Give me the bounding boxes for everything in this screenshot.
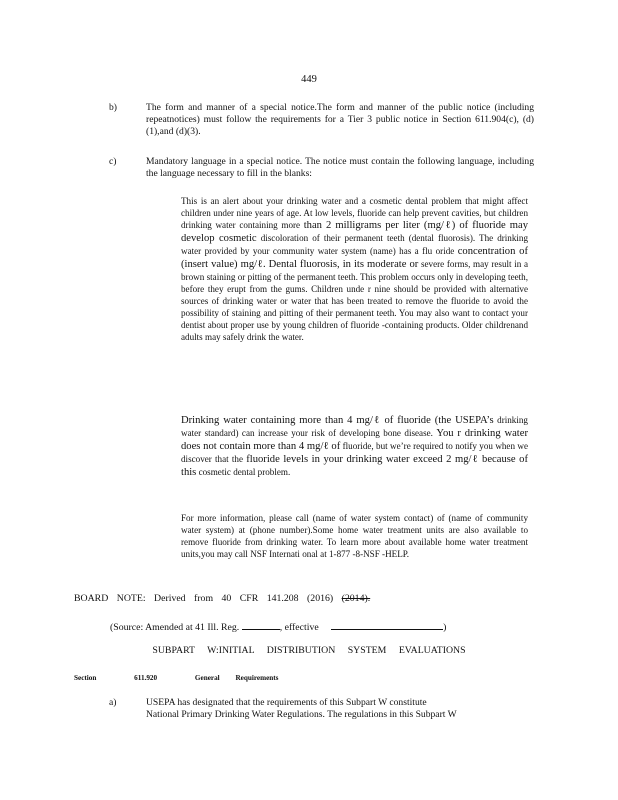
- page-number: 449: [301, 74, 317, 85]
- register-blank: [242, 620, 280, 630]
- notice-p2-big2: You r drinking water does not contain more than 4 mg/ℓ of: [181, 428, 528, 452]
- notice-paragraph-2: [181, 414, 528, 479]
- source-line: [110, 620, 446, 633]
- item-a-line-1: USEPA has designated that the requirements of this Subpart W constitute: [146, 697, 427, 708]
- item-a-line-2: National Primary Drinking Water Regulations. The regulations in this Subpart W: [146, 709, 457, 721]
- item-a-marker: a): [109, 697, 117, 708]
- notice-paragraph-1: [181, 195, 528, 343]
- source-suffix: ): [443, 622, 447, 633]
- notice-p2-part1: drinking water standard) can increase your risk of developing bone disease.: [181, 415, 528, 438]
- board-note-struck: (2014).: [341, 593, 371, 604]
- board-note-text: BOARD NOTE: Derived from 40 CFR 141.208 (2016): [74, 593, 334, 604]
- section-number: 611.920: [134, 674, 158, 682]
- notice-p2-big3: fluoride levels in your drinking water exceed 2 mg/ℓ because of this: [181, 454, 528, 478]
- notice-p1-part2: discoloration of their permanent teeth (dental fluorosis). The drinking water provided by your community water system (name) has a flu oride: [181, 233, 529, 256]
- notice-p1-big1: than 2 milligrams per liter (mg/ℓ) of fluoride may develop cosmetic: [181, 220, 529, 244]
- notice-p1-part3: severe forms, may result in a brown staining or pitting of the permanent teeth. This problem occurs only in developing teeth, before they erupt from the gums. Children unde r nine should be provided with alternative sources of drinking water or water that has been treated to remove the fluoride to avoid the possibility of staining and pitting of their permanent teeth. You may also want to contact your dentist about proper use by young children of fluoride -containing products. Older childrenand adults may safely drink the water.: [181, 259, 528, 342]
- item-c-marker: c): [109, 156, 117, 167]
- notice-p1-part1: This is an alert about your drinking water and a cosmetic dental problem that might affect children under nine years of age. At low levels, fluoride can help prevent cavities, but children drinking water containing more: [181, 196, 528, 230]
- section-title: General Requirements: [194, 674, 279, 682]
- section-heading: [74, 674, 300, 682]
- item-c-text: Mandatory language in a special notice. The notice must contain the following language, including the language necessary to fill in the blanks:: [146, 156, 534, 180]
- notice-p2-part2: fluoride, but we’re required to notify you when we discover that the: [181, 441, 528, 464]
- subpart-heading: SUBPART W:INITIAL DISTRIBUTION SYSTEM EVALUATIONS: [152, 645, 466, 656]
- item-b-marker: b): [109, 102, 117, 113]
- section-label: Section: [74, 674, 97, 682]
- notice-p1-big2: concentration of (insert value) mg/ℓ. Dental fluorosis, in its moderate or: [181, 246, 528, 270]
- notice-p2-big1: Drinking water containing more than 4 mg/ℓ of fluoride (the USEPA’s: [181, 415, 494, 426]
- item-a-text: [146, 697, 534, 721]
- effective-date-blank: [331, 620, 443, 630]
- item-b-text: The form and manner of a special notice.The form and manner of the public notice (including repeatnotices) must follow the requirements for a Tier 3 public notice in Section 611.904(c), (d)(1),and (d)(3).: [146, 102, 534, 138]
- source-prefix: (Source: Amended at 41 Ill. Reg.: [110, 622, 240, 633]
- source-middle: , effective: [279, 622, 319, 633]
- board-note: [74, 593, 370, 604]
- notice-p2-part3: cosmetic dental problem.: [198, 467, 291, 477]
- notice-paragraph-3: For more information, please call (name of water system contact) of (name of community water system) at (phone number).Some home water treatment units are also available to remove fluoride from drinking water. To learn more about available home water treatment units,you may call NSF Internati onal at 1-877 -8-NSF -HELP.: [181, 513, 528, 559]
